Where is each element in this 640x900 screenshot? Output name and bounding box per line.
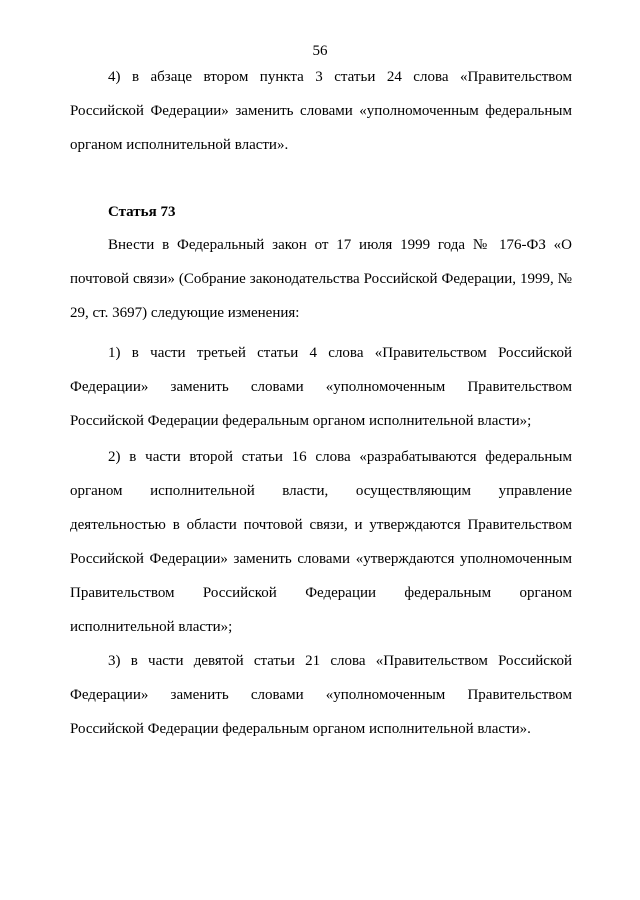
paragraph-intro: Внести в Федеральный закон от 17 июля 1999 года № 176-ФЗ «О почтовой связи» (Собрание законодательства Российской Федерации, 1999, № 29, ст. 3697) следующие изменения: [70,237,572,321]
paragraph-item-4: 4) в абзаце втором пункта 3 статьи 24 слова «Правительством Российской Федерации» заменить словами «уполномоченным федеральным органом исполнительной власти». [70,69,572,153]
paragraph-item-1: 1) в части третьей статьи 4 слова «Правительством Российской Федерации» заменить словами «уполномоченным Правительством Российской Федерации федеральным органом исполнительной власти»; [70,345,572,429]
paragraph-item-3: 3) в части девятой статьи 21 слова «Правительством Российской Федерации» заменить словами «уполномоченным Правительством Российской Федерации федеральным органом исполнительной власти». [70,653,572,737]
page-number: 56 [312,43,328,59]
article-heading: Статья 73 [108,204,176,220]
paragraph-item-2: 2) в части второй статьи 16 слова «разрабатываются федеральным органом исполнительной власти, осуществляющим управление деятельностью в области почтовой связи, и утверждаются Правительством Российской Федерации» заменить словами «утверждаются уполномоченным Правительством Российской Федерации федеральным органом исполнительной власти»; [70,449,572,635]
